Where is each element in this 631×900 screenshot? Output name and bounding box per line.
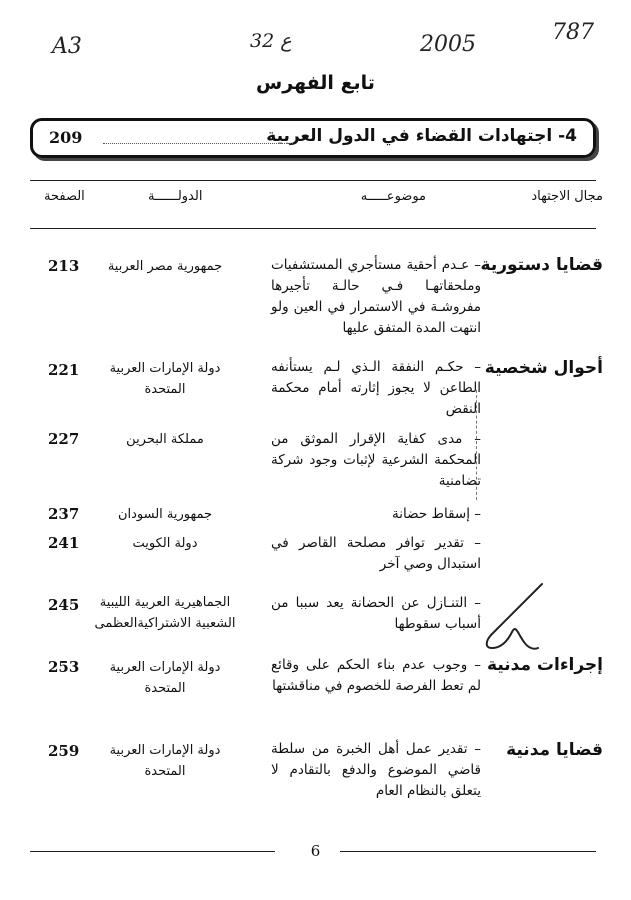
section-header-box <box>30 118 596 158</box>
category-label: قضايا مدنية <box>506 740 603 760</box>
handwritten-year: 2005 <box>420 32 476 57</box>
header-bottom-rule <box>30 228 596 229</box>
entry-page: 237 <box>48 505 80 523</box>
category-label: قضايا دستورية <box>480 255 603 275</box>
header-field: مجال الاجتهاد <box>531 189 603 204</box>
category-label: إجراءات مدنية <box>487 655 603 675</box>
entry-topic: – تقدير عمل أهل الخبرة من سلطة قاضي الموضوع والدفع بالتقادم لا يتعلق بالنظام العام <box>271 741 481 799</box>
entry-topic: – مدى كفاية الإقرار الموثق من المحكمة الشرعية لإثبات وجود شركة تضامنية <box>271 431 481 489</box>
section-title: 4- اجتهادات القضاء في الدول العربية <box>266 126 577 146</box>
entry-country: مملكة البحرين <box>126 432 204 447</box>
entry-topic: – إسقاط حضانة <box>392 506 481 522</box>
entry-topic: – تقدير توافر مصلحة القاصر في استبدال وصي آخر <box>271 535 481 572</box>
category-label: أحوال شخصية <box>484 358 603 378</box>
entry-page: 241 <box>48 534 80 552</box>
entry-page: 213 <box>48 257 80 275</box>
entry-country: دولة الإمارات العربية المتحدة <box>109 361 221 397</box>
section-leader-dots <box>103 143 293 144</box>
entry-country: دولة الإمارات العربية المتحدة <box>109 660 221 696</box>
header-topic: موضوعـــــه <box>360 189 426 204</box>
entry-country: جمهورية مصر العربية <box>107 259 223 274</box>
handwritten-note: 32 ع <box>250 30 292 52</box>
entry-topic: – حكـم النفقة الـذي لـم يستأنفه الطاعن لا يجوز إثارته أمام محكمة النقض <box>271 359 481 417</box>
entry-topic: – عـدم أحقية مستأجري المستشفيات وملحقاتهـا فـي حالـة تأجيرها مفروشـة في الاستمرار في العين ولو انتهت المدة المتفق عليها <box>271 257 481 336</box>
entry-country: دولة الإمارات العربية المتحدة <box>109 743 221 779</box>
handwritten-check-mark <box>478 576 548 656</box>
entry-page: 259 <box>48 742 80 760</box>
entry-topic: – وجوب عدم بناء الحكم على وقائع لم تعط الفرصة للخصوم في مناقشتها <box>271 657 481 694</box>
entry-page: 245 <box>48 596 80 614</box>
header-country: الدولــــــة <box>148 189 203 204</box>
header-page: الصفحة <box>44 189 85 204</box>
index-continued-title: تابع الفهرس <box>256 72 375 94</box>
header-top-rule <box>30 180 596 181</box>
footer-page-number: 6 <box>310 842 321 860</box>
entry-country: دولة الكويت <box>132 536 198 551</box>
entry-topic: – التنـازل عن الحضانة يعد سببا من أسباب سقوطها <box>271 595 481 632</box>
entry-page: 227 <box>48 430 80 448</box>
entry-page: 253 <box>48 658 80 676</box>
handwritten-a3: A3 <box>52 34 82 59</box>
entry-country: جمهورية السودان <box>117 507 213 522</box>
footer-rule-right <box>340 851 596 852</box>
section-page-number: 209 <box>49 128 83 147</box>
entry-page: 221 <box>48 361 80 379</box>
entry-country: الجماهيرية العربية الليبية الشعبية الاشتراكيةالعظمى <box>94 595 236 631</box>
handwritten-number: 787 <box>552 20 594 45</box>
